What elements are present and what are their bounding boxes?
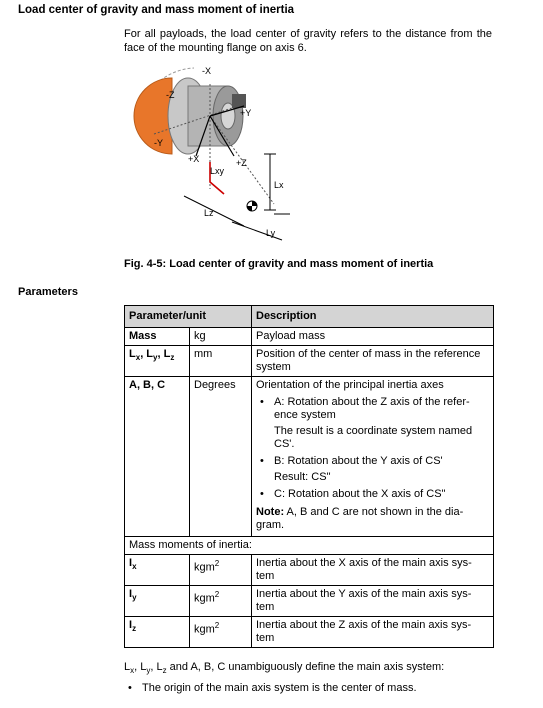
table-row bbox=[125, 328, 494, 346]
table-row bbox=[125, 617, 494, 648]
param-iz: $I_z$ bbox=[125, 617, 190, 648]
label-pos-x: +X bbox=[188, 154, 200, 164]
param-mass: Mass bbox=[125, 328, 190, 346]
parameters-heading: Parameters bbox=[18, 286, 78, 298]
desc-mass: Payload mass bbox=[252, 328, 494, 346]
summary-bullet: • The origin of the main axis system is the center of mass. bbox=[124, 682, 417, 694]
load-center-figure bbox=[124, 64, 324, 252]
note-text: Note: A, B and C are not shown in the dia-gram. bbox=[256, 506, 464, 531]
label-neg-x: -X bbox=[202, 66, 211, 76]
param-iy: $I_y$ bbox=[125, 586, 190, 617]
intro-paragraph: For all payloads, the load center of gravity refers to the distance from the face of the mounting flange on axis 6. bbox=[124, 28, 492, 54]
table-row bbox=[125, 346, 494, 377]
header-parameter-unit: Parameter/unit bbox=[125, 306, 252, 328]
unit-ix: kgm$^2$ bbox=[190, 555, 252, 586]
list-item: • B: Rotation about the Y axis of CS' bbox=[256, 455, 489, 468]
label-neg-y: -Y bbox=[154, 138, 163, 148]
parameters-table bbox=[124, 305, 494, 648]
table-row bbox=[125, 537, 494, 555]
bullet-dot: • bbox=[128, 682, 132, 694]
unit-iy: kgm$^2$ bbox=[190, 586, 252, 617]
label-pos-y: +Y bbox=[240, 108, 252, 118]
rotation-list bbox=[256, 396, 489, 422]
label-neg-z: -Z bbox=[166, 90, 175, 100]
label-pos-z: +Z bbox=[236, 158, 247, 168]
desc-iz: Inertia about the Z axis of the main axis sys-tem bbox=[252, 617, 494, 648]
table-row bbox=[125, 555, 494, 586]
list-item: • A: Rotation about the Z axis of the refer-ence system bbox=[256, 396, 489, 422]
list-item: • C: Rotation about the X axis of CS" bbox=[256, 488, 489, 501]
table-header-row bbox=[125, 306, 494, 328]
label-lz: Lz bbox=[204, 208, 214, 218]
label-lx: Lx bbox=[274, 180, 284, 190]
desc-ix: Inertia about the X axis of the main axis sys-tem bbox=[252, 555, 494, 586]
header-description: Description bbox=[252, 306, 494, 328]
desc-iy: Inertia about the Y axis of the main axis sys-tem bbox=[252, 586, 494, 617]
table-row bbox=[125, 377, 494, 537]
lz-dimension bbox=[184, 196, 244, 226]
label-ly: Ly bbox=[266, 228, 276, 238]
figure-drawing bbox=[124, 64, 324, 252]
unit-mass: kg bbox=[190, 328, 252, 346]
inertia-heading: Mass moments of inertia: bbox=[125, 537, 494, 555]
summary-text: $L_x$, $L_y$, $L_z$ and A, B, C unambiguously define the main axis system: bbox=[124, 661, 445, 676]
param-abc: A, B, C bbox=[125, 377, 190, 537]
label-lxy: Lxy bbox=[210, 166, 225, 176]
param-lxyz: $L_x$, $L_y$, $L_z$ bbox=[125, 346, 190, 377]
param-ix: $I_x$ bbox=[125, 555, 190, 586]
unit-abc: Degrees bbox=[190, 377, 252, 537]
section-heading: Load center of gravity and mass moment of inertia bbox=[18, 4, 295, 16]
unit-lxyz: mm bbox=[190, 346, 252, 377]
desc-abc: Orientation of the principal inertia axes • A: Rotation about the Z axis of the refer-ence system The result is a coordinate system named CS'. • B: Rotation about the Y axis of CS' Result: CS" • C: Rotation about the X axis of CS" Note: A, B and C are not shown in the dia-gram. bbox=[252, 377, 494, 537]
desc-lxyz: Position of the center of mass in the reference system bbox=[252, 346, 494, 377]
table-row bbox=[125, 586, 494, 617]
unit-iz: kgm$^2$ bbox=[190, 617, 252, 648]
figure-caption: Fig. 4-5: Load center of gravity and mass moment of inertia bbox=[124, 258, 434, 270]
